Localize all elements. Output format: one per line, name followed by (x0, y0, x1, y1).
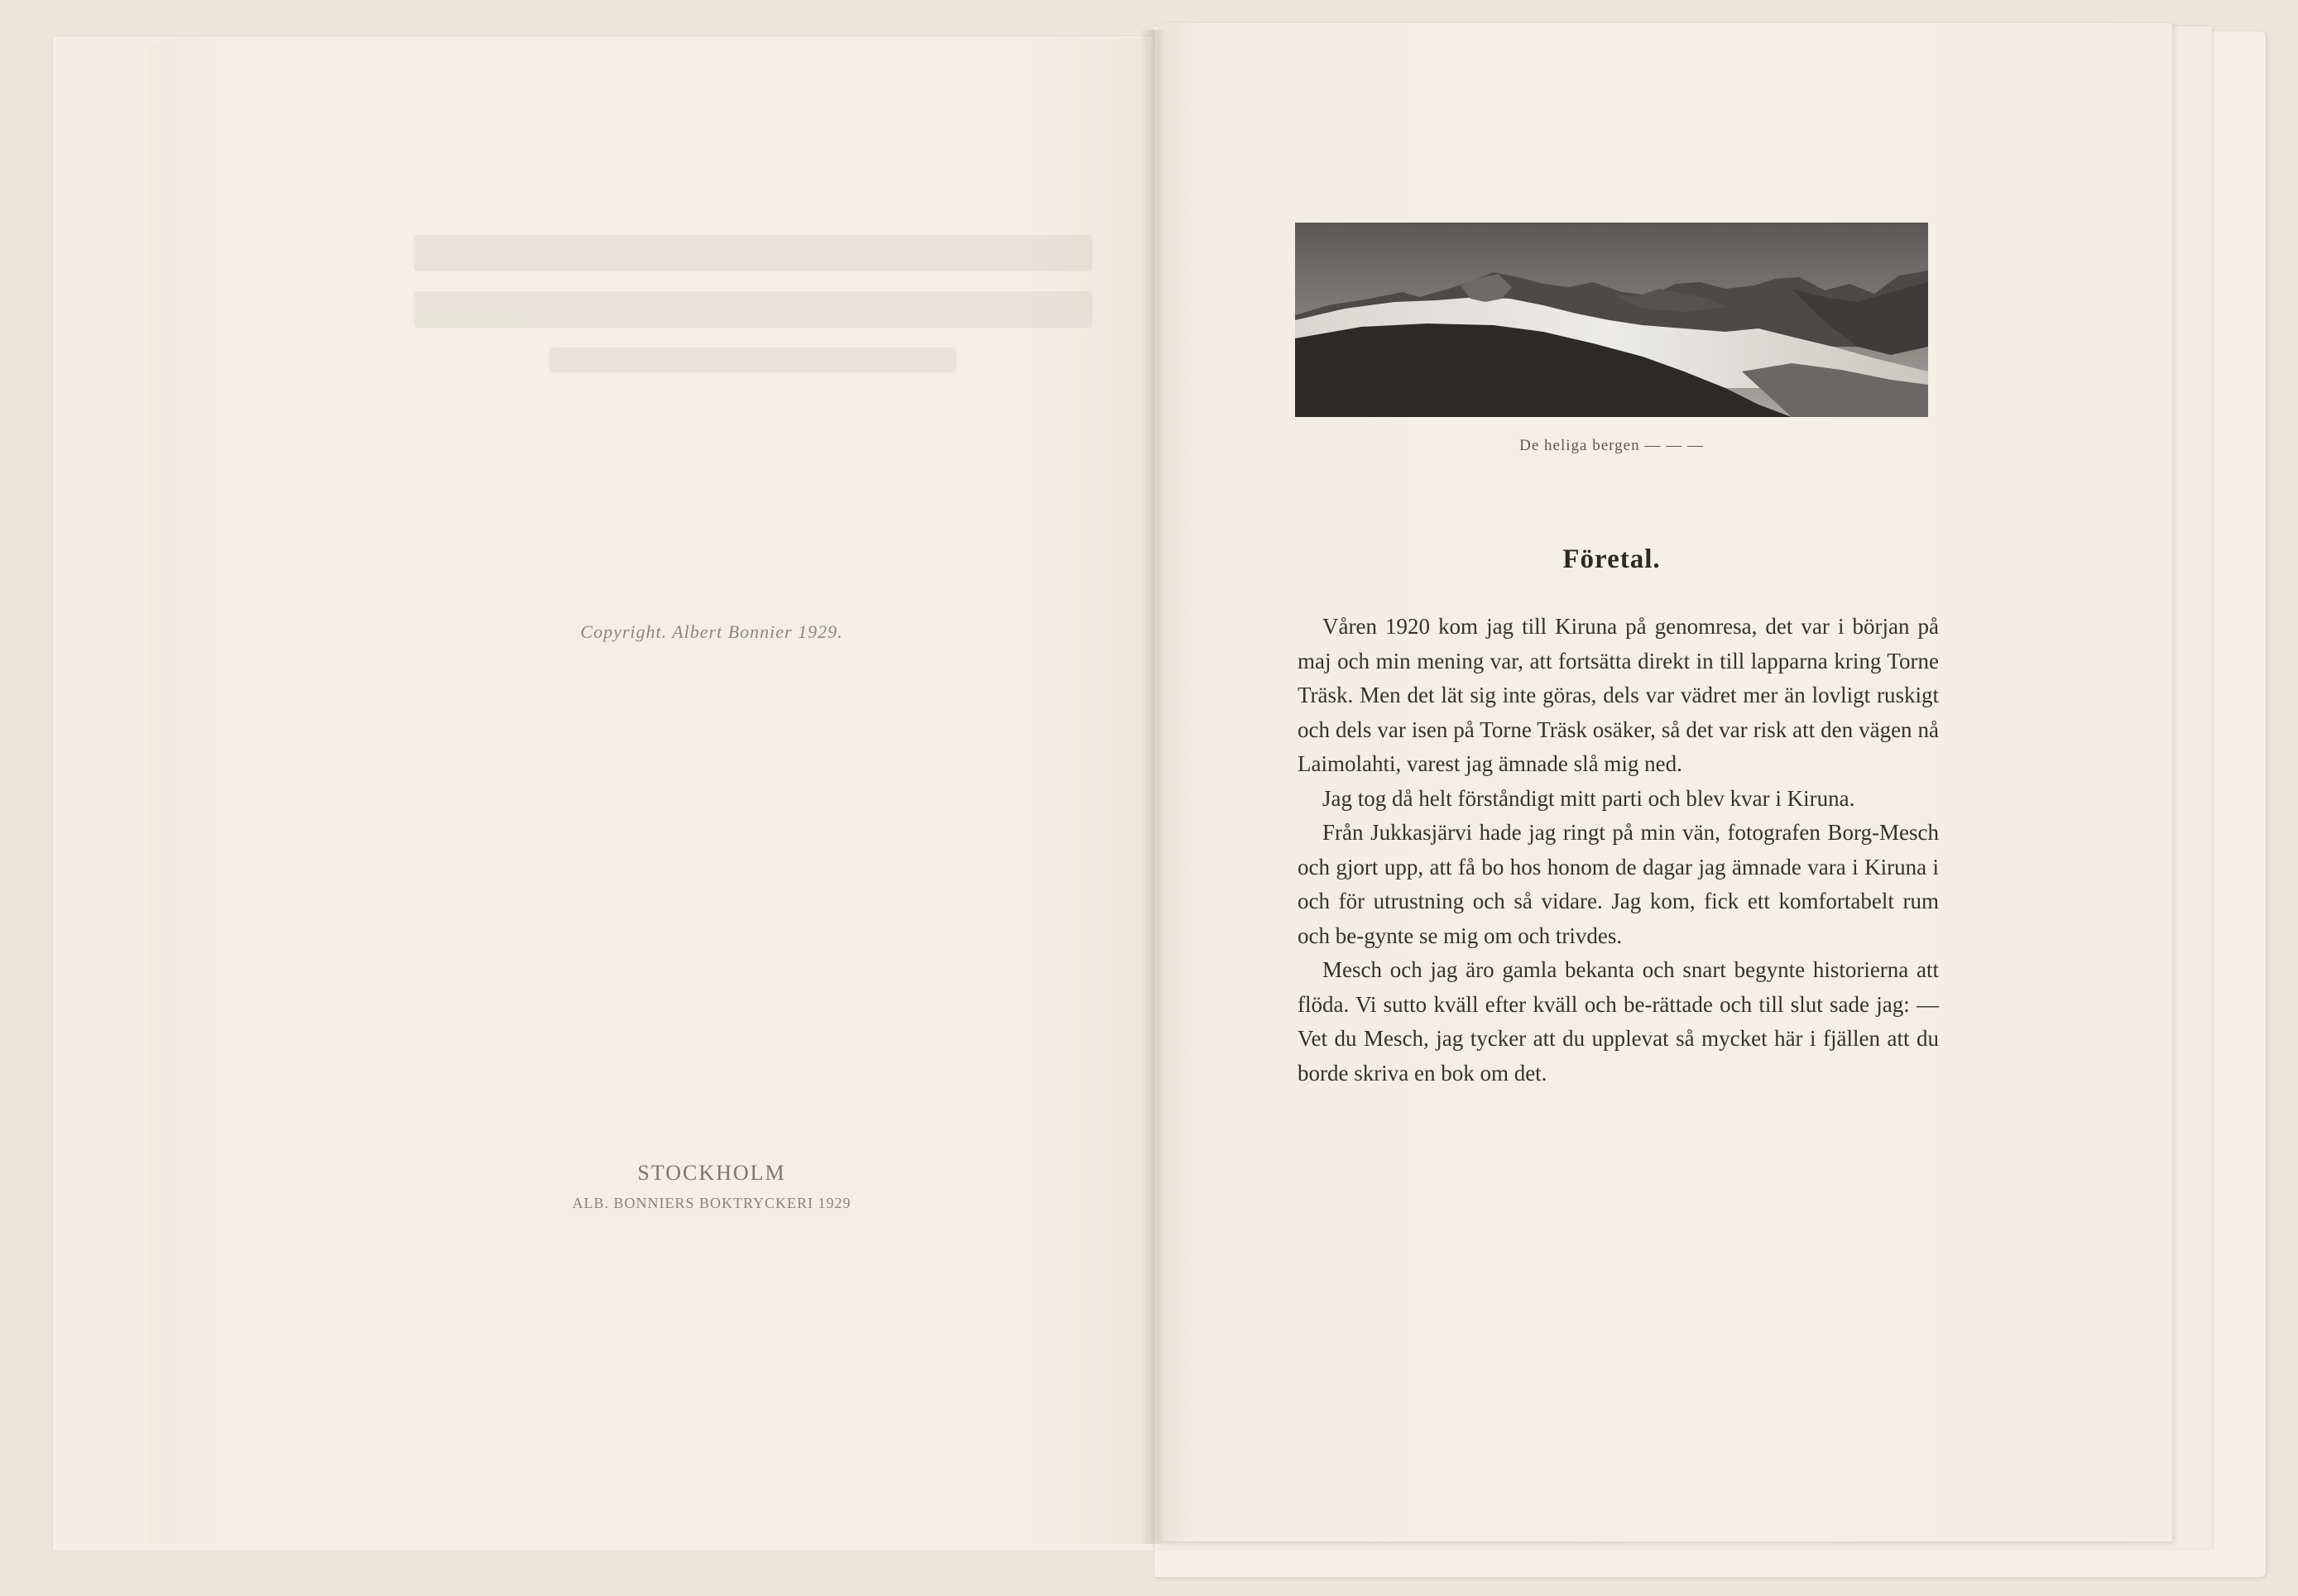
paragraph: Våren 1920 kom jag till Kiruna på genomresa, det var i början på maj och min mening var, att fortsätta direkt in till lapparna kring Torne Träsk. Men det lät sig inte göras, dels var vädret mer än lovligt ruskigt och dels var isen på Torne Träsk osäker, så det var risk att den vägen nå Laimolahti, varest jag ämnade slå mig ned. (1298, 614, 1939, 776)
paragraph: Från Jukkasjärvi hade jag ringt på min vän, fotografen Borg-Mesch och gjort upp, att få bo hos honom de dagar jag ämnade vara i Kiruna i och för utrustning och så vidare. Jag kom, fick ett komfortabelt rum och be-gynte se mig om och trivdes. (1298, 820, 1939, 948)
book-gutter (1140, 30, 1165, 1544)
photo-caption: De heliga bergen — — — (1519, 437, 1704, 454)
imprint-printer: ALB. BONNIERS BOKTRYCKERI 1929 (572, 1195, 852, 1211)
paragraph: Mesch och jag äro gamla bekanta och snart begynte historierna att flöda. Vi sutto kväll efter kväll och be-rättade och till slut sade jag: — Vet du Mesch, jag tycker att du upplevat så mycket här i fjällen att du borde skriva en bok om det. (1298, 957, 1939, 1086)
show-through-title (414, 215, 1092, 447)
imprint-city: STOCKHOLM (637, 1161, 786, 1185)
mountain-photo (1295, 223, 1928, 417)
copyright-notice: Copyright. Albert Bonnier 1929. (580, 621, 843, 642)
paragraph: Jag tog då helt förståndigt mitt parti och blev kvar i Kiruna. (1322, 785, 1855, 811)
chapter-title: Företal. (1562, 544, 1661, 574)
preface-text (1298, 610, 1939, 1090)
